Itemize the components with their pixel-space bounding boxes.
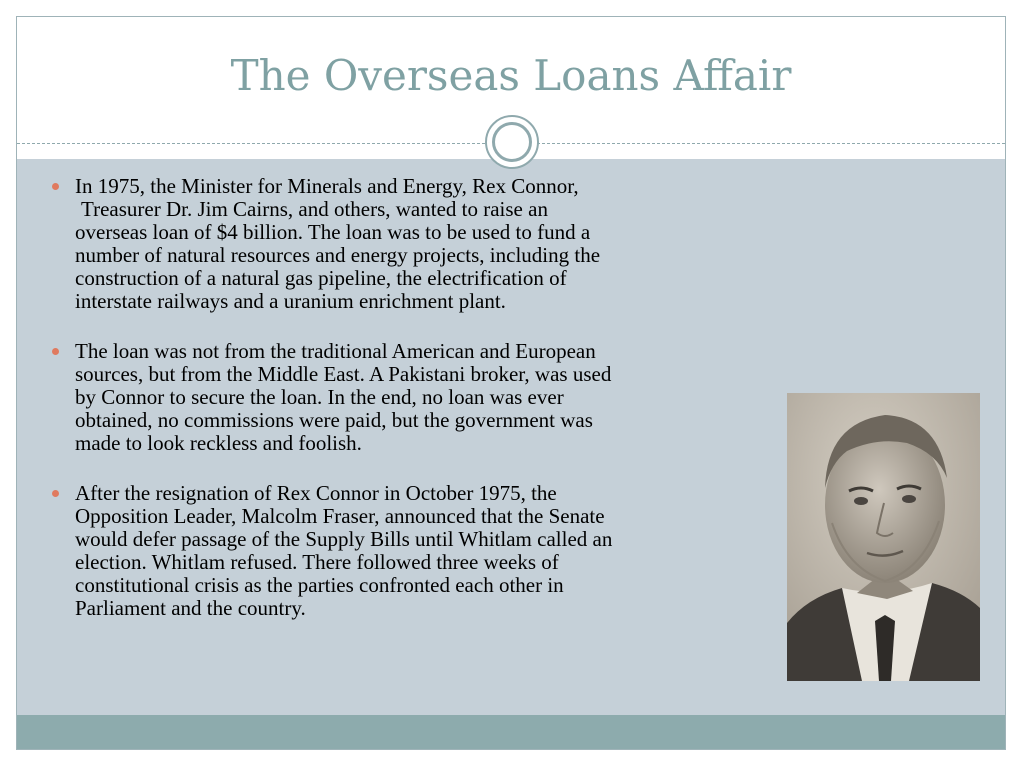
- bullet-dot-icon: [52, 183, 59, 190]
- bullet-line: obtained, no commissions were paid, but the government was: [75, 408, 593, 432]
- slide-title: The Overseas Loans Affair: [230, 51, 792, 100]
- bullet-line: After the resignation of Rex Connor in October 1975, the: [75, 481, 557, 505]
- bullet-list: [47, 175, 767, 647]
- bullet-line: In 1975, the Minister for Minerals and Energy, Rex Connor,: [75, 174, 579, 198]
- circle-ornament-icon: [485, 115, 539, 169]
- bullet-dot-icon: [52, 348, 59, 355]
- bullet-line: by Connor to secure the loan. In the end, no loan was ever: [75, 385, 564, 409]
- bullet-line: Opposition Leader, Malcolm Fraser, announced that the Senate: [75, 504, 605, 528]
- bullet-line: number of natural resources and energy projects, including the: [75, 243, 601, 267]
- bullet-dot-icon: [52, 490, 59, 497]
- bullet-line: interstate railways and a uranium enrichment plant.: [75, 289, 506, 313]
- circle-ornament-inner: [492, 122, 532, 162]
- bullet-line: sources, but from the Middle East. A Pakistani broker, was used: [75, 362, 612, 386]
- bullet-line: The loan was not from the traditional American and European: [75, 339, 596, 363]
- portrait-illustration: [787, 393, 980, 681]
- bullet-line: construction of a natural gas pipeline, the electrification of: [75, 266, 567, 290]
- bullet-line: election. Whitlam refused. There followed three weeks of: [75, 550, 559, 574]
- bullet-item: [47, 340, 767, 455]
- portrait-photo: [787, 393, 980, 681]
- bullet-item: [47, 482, 767, 620]
- slide-frame: [16, 16, 1006, 750]
- bullet-line: would defer passage of the Supply Bills until Whitlam called an: [75, 527, 613, 551]
- bullet-item: [47, 175, 767, 313]
- bullet-line: overseas loan of $4 billion. The loan was to be used to fund a: [75, 220, 591, 244]
- bullet-line: made to look reckless and foolish.: [75, 431, 362, 455]
- footer-band: [17, 715, 1005, 750]
- bullet-line: Treasurer Dr. Jim Cairns, and others, wanted to raise an: [81, 197, 548, 221]
- bullet-line: constitutional crisis as the parties confronted each other in: [75, 573, 564, 597]
- bullet-line: Parliament and the country.: [75, 596, 306, 620]
